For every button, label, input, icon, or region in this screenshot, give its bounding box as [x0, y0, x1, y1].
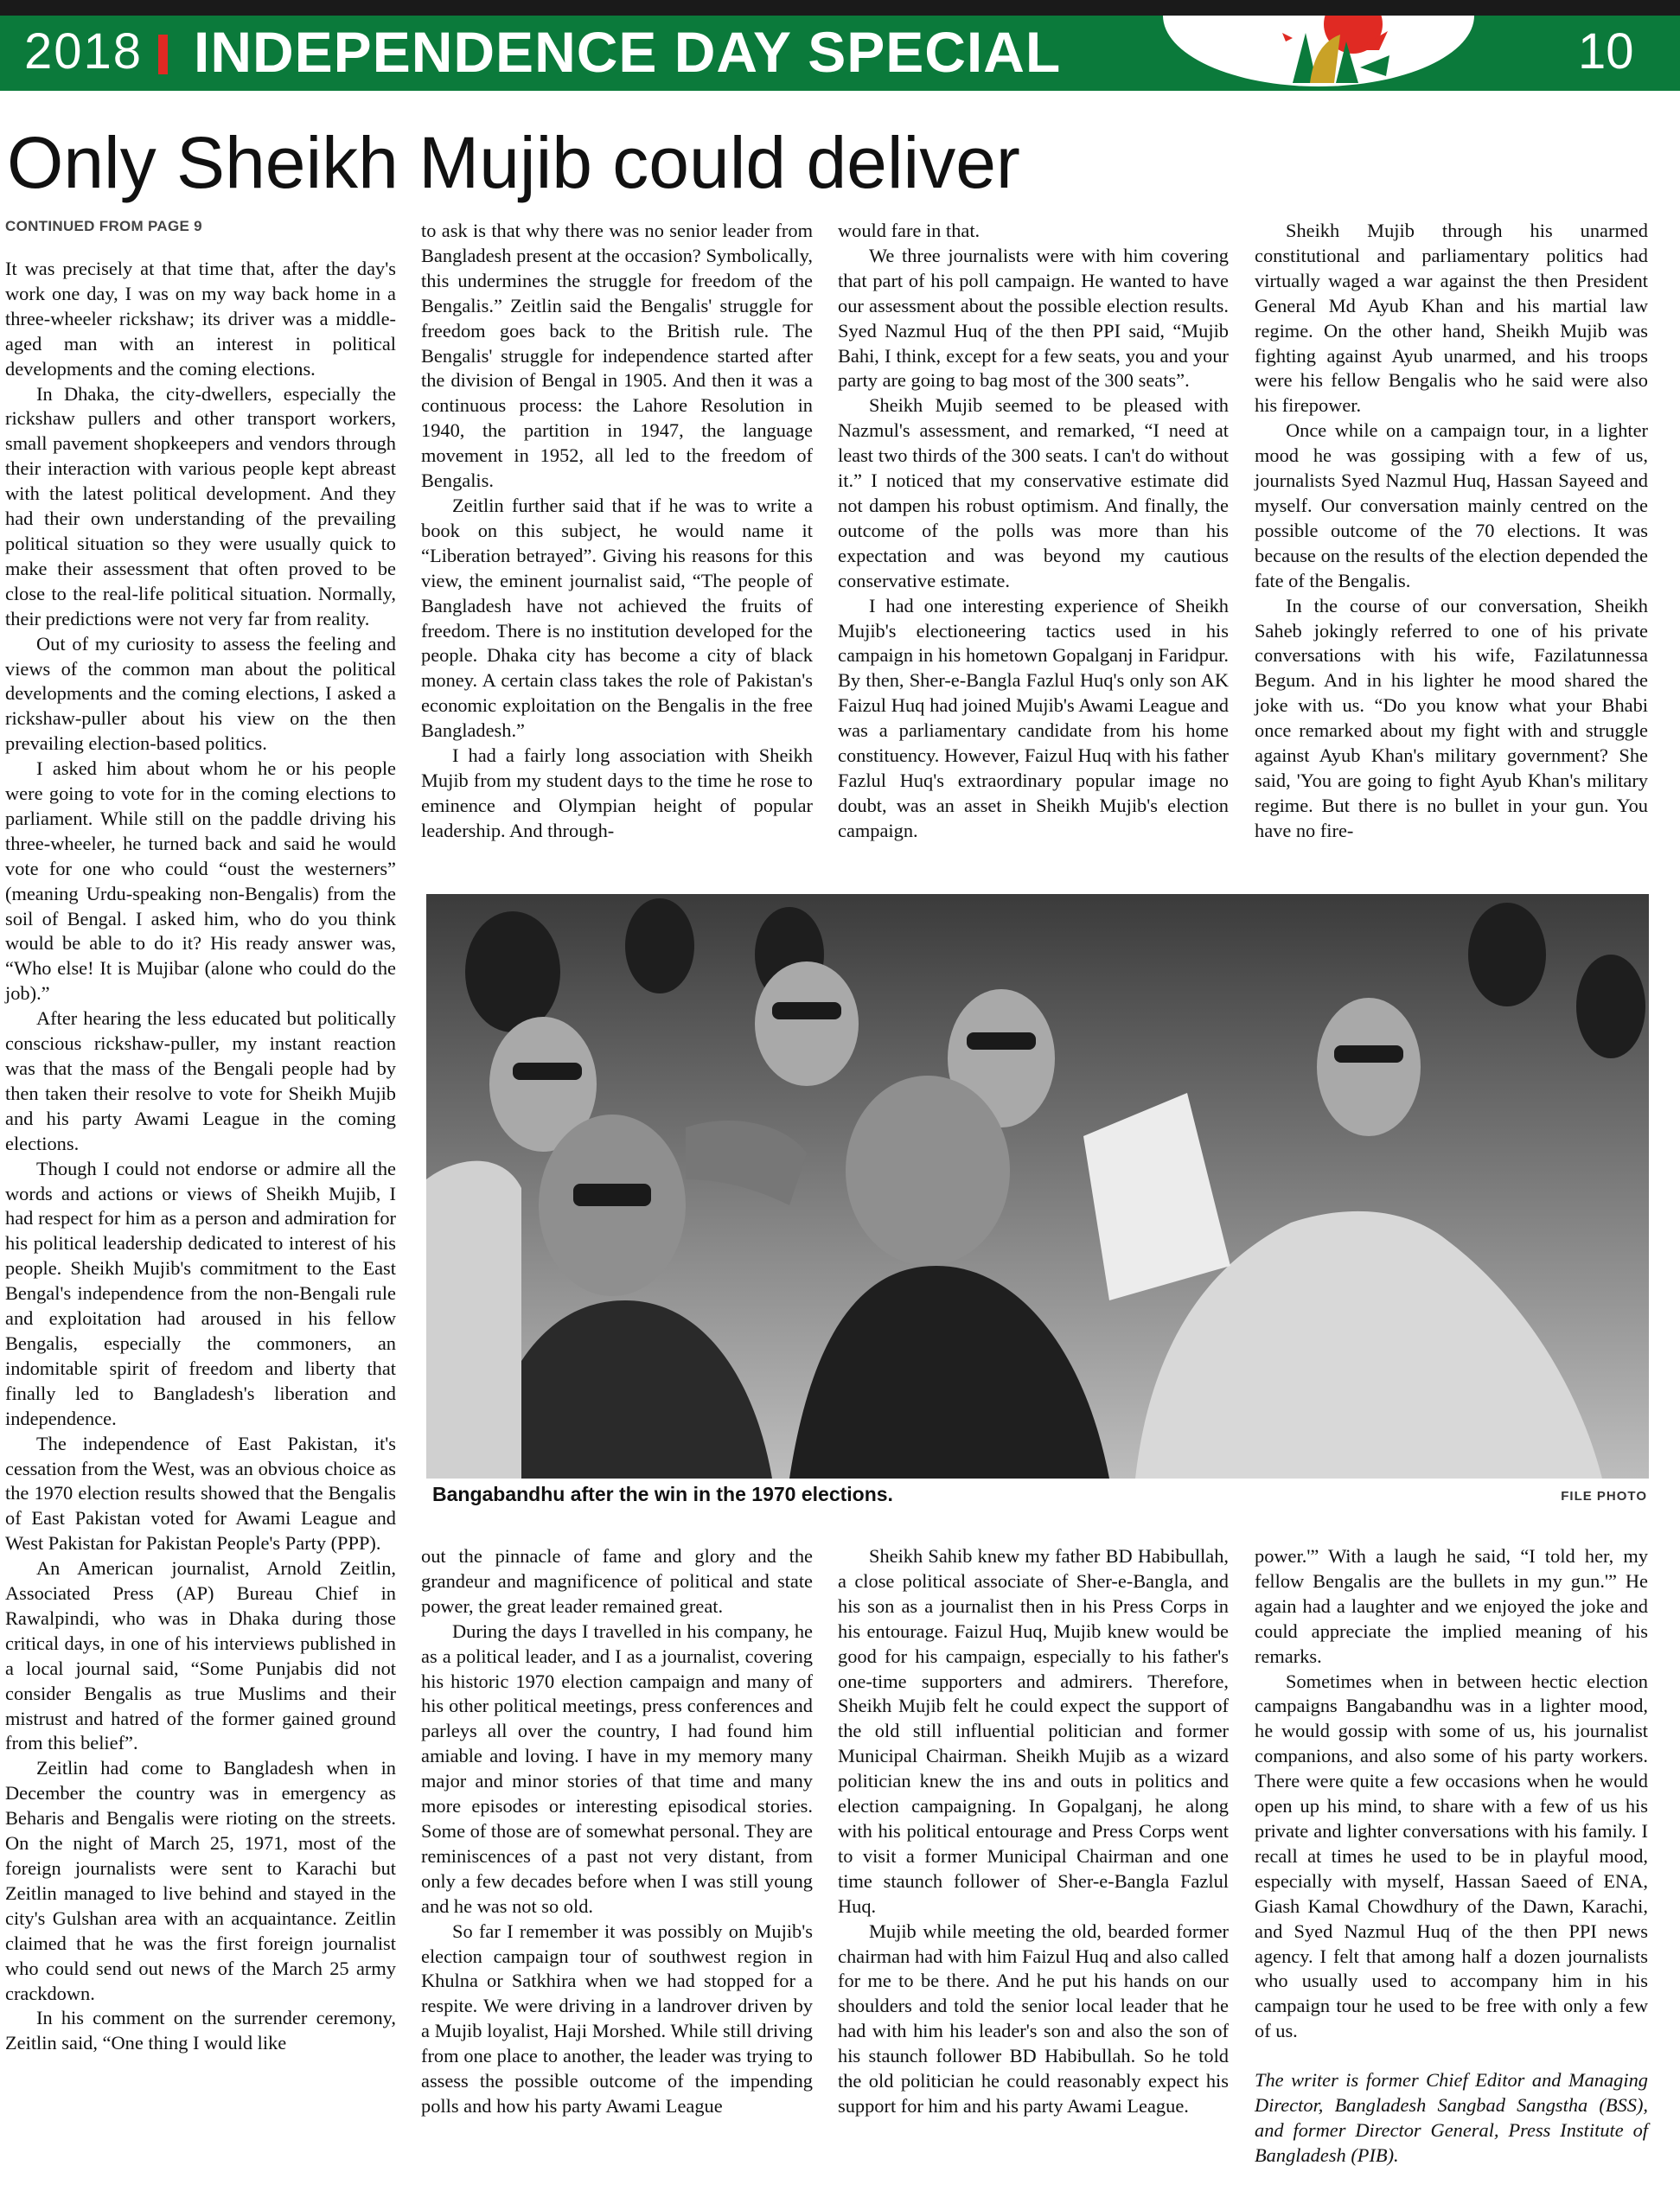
- banner-divider: [158, 35, 168, 74]
- paragraph: would fare in that.: [838, 220, 981, 241]
- banner-top-strip: [0, 0, 1680, 16]
- independence-emblem-icon: [1163, 16, 1474, 86]
- paragraph: I asked him about whom he or his people were going to vote for in the coming elections to parliament. While still on the paddle driving his three-wheeler, he turned back and said he would vote for one who could “oust the westerners” (meaning Urdu-speaking non-Bengalis) from the soil of Bengal. I asked him, who do you think would be able to do it? His ready answer was, “Who else! It is Mujibar (alone who could do the job).”: [5, 757, 396, 1005]
- paragraph: It was precisely at that time that, after the day's work one day, I was on my way back home in a three-wheeler rickshaw; its driver was a middle-aged man with an interest in political developments and the coming elections.: [5, 258, 396, 380]
- paragraph: to ask is that why there was no senior leader from Bangladesh present at the occasion? Symbolically, this undermines the struggle for freedom of the Bengalis.” Zeitlin said the Bengalis' struggle for freedom goes back to the British rule. The Bengalis' struggle for independence started after the division of Bengal in 1905. And then it was a continuous process: the Lahore Resolution in 1940, the partition in 1947, the language movement in 1952, all led to the freedom of Bengalis.: [421, 220, 813, 492]
- paragraph: During the days I travelled in his company, he as a political leader, and I as a journalist, covering his historic 1970 election campaign and many of his other political meetings, press conferences and parleys all over the country, I had found him amiable and loving. I have in my memory many major and minor stories of that time and many more episodes or interesting episodical stories. Some of those are of somewhat personal. They are reminiscences of a past not very distant, from only a few decades before when I was still young and he was not so old.: [421, 1619, 813, 1917]
- page-number: 10: [1578, 23, 1634, 80]
- column-1: [5, 257, 396, 2056]
- column-2-bottom: [421, 1544, 813, 2119]
- news-photo: [426, 894, 1649, 1479]
- paragraph: Zeitlin had come to Bangladesh when in December the country was in emergency as Beharis and Bengalis were rioting on the streets. On the night of March 25, 1971, most of the foreign journalists were sent to Karachi but Zeitlin managed to live behind and stayed in the city's Gulshan area with an acquaintance. Zeitlin claimed that he was the first foreign journalist who could send out news of the March 25 army crackdown.: [5, 1757, 396, 2004]
- paragraph: Sheikh Sahib knew my father BD Habibullah, a close political associate of Sher-e-Bangla, and his son as a journalist then in his Press Corps in his entourage. Faizul Huq, Mujib knew would be good for his campaign, especially to his father's one-time supporters and admirers. Therefore, Sheikh Mujib felt he could expect the support of the old still influential politician and former Municipal Chairman. Sheikh Mujib as a wizard politician knew the ins and outs in politics and election campaigning. In Gopalganj, he along with his political entourage and Press Corps went to visit a former Municipal Chairman and one time staunch follower of Sher-e-Bangla Fazlul Huq.: [838, 1545, 1229, 1917]
- section-banner: [0, 0, 1680, 91]
- paragraph: In Dhaka, the city-dwellers, especially the rickshaw pullers and other transport workers, small pavement shopkeepers and vendors through their interaction with various people kept abreast with the latest political development. And they had their own understanding of the prevailing political situation so they were usually quick to make their assessment that often proved to be close to the real-life political situation. Normally, their predictions were not very far from reality.: [5, 382, 396, 629]
- group-portrait-illustration: [426, 894, 1649, 1479]
- paragraph: In the course of our conversation, Sheikh Saheb jokingly referred to one of his private conversations with his wife, Fazilatunnessa Begum. And in his lighter he mood shared the joke with us. “Do you know what your Bhabi once remarked about my fight with and struggle against Ayub Khan's military government? She said, 'You are going to fight Ayub Khan's military regime. But there is no bullet in your gun. You have no fire-: [1255, 594, 1648, 841]
- paragraph: out the pinnacle of fame and glory and the grandeur and magnificence of political and state power, the great leader remained great.: [421, 1545, 813, 1617]
- paragraph: We three journalists were with him covering that part of his poll campaign. He wanted to have our assessment about the possible election results. Syed Nazmul Huq of the then PPI said, “Mujib Bahi, I think, except for a few seats, you and your party are going to bag most of the 300 seats”.: [838, 244, 1229, 392]
- paragraph: power.'” With a laugh he said, “I told her, my fellow Bengalis are the bullets in my gun.'” He again had a laughter and we enjoyed the joke and could appreciate the implied meaning of his remarks.: [1255, 1545, 1648, 1667]
- writer-note: The writer is former Chief Editor and Managing Director, Bangladesh Sangbad Sangstha (BSS), and former Director General, Press Institute of Bangladesh (PIB).: [1255, 2069, 1648, 2166]
- paragraph: An American journalist, Arnold Zeitlin, Associated Press (AP) Bureau Chief in Rawalpindi, who was in Dhaka during those critical days, in one of his interviews published in a local journal said, “Some Punjabis did not consider Bengalis as true Muslims and their mistrust and hatred of the former gained ground from this belief”.: [5, 1557, 396, 1754]
- paragraph: The independence of East Pakistan, it's cessation from the West, was an obvious choice as the 1970 election results showed that the Bengalis of East Pakistan voted for Awami League and West Pakistan for Pakistan People's Party (PPP).: [5, 1432, 396, 1555]
- column-2-top: [421, 219, 813, 844]
- paragraph: Zeitlin further said that if he was to write a book on this subject, he would name it “Liberation betrayed”. Giving his reasons for this view, the eminent journalist said, “The people of Bangladesh have not achieved the fruits of freedom. There is no institution developed for the people. Dhaka city has become a city of black money. A certain class takes the role of Pakistan's economic exploitation on the Bengalis in the free Bangladesh.”: [421, 494, 813, 742]
- column-3-bottom: [838, 1544, 1229, 2119]
- paragraph: Sometimes when in between hectic election campaigns Bangabandhu was in a lighter mood, he would gossip with some of us, his journalist companions, and also some of his party workers. There were quite a few occasions when he would open up his mind, to share with a few of us his private and lighter conversations with his family. I recall at times he used to be in playful mood, especially with myself, Hassan Saeed of ENA, Giash Kamal Chowdhury of the Dawn, Karachi, and Syed Nazmul Huq of the then PPI news agency. I felt that among half a dozen journalists who usually used to accompany him in his campaign tour he used to be free with only a few of us.: [1255, 1670, 1648, 2042]
- photo-credit: FILE PHOTO: [1561, 1489, 1647, 1504]
- paragraph: In his comment on the surrender ceremony, Zeitlin said, “One thing I would like: [5, 2007, 396, 2054]
- banner-year: 2018: [24, 23, 144, 80]
- headline: Only Sheikh Mujib could deliver: [7, 122, 1020, 203]
- paragraph: Sheikh Mujib seemed to be pleased with Nazmul's assessment, and remarked, “I need at least two thirds of the 300 seats. I can't do without it.” I noticed that my conservative estimate did not dampen his robust optimism. And finally, the outcome of the polls was more than his expectation and was beyond my cautious conservative estimate.: [838, 394, 1229, 591]
- paragraph: Sheikh Mujib through his unarmed constitutional and parliamentary politics had virtually waged a war against the then President General Md Ayub Khan and his martial law regime. On the other hand, Sheikh Mujib was fighting against Ayub unarmed, and his troops were his fellow Bengalis who he said were also his firepower.: [1255, 220, 1648, 417]
- paragraph: I had a fairly long association with Sheikh Mujib from my student days to the time he rose to eminence and Olympian height of popular leadership. And through-: [421, 744, 813, 841]
- continued-from: CONTINUED FROM PAGE 9: [5, 218, 202, 234]
- column-4-top: [1255, 219, 1648, 844]
- emblem-area: [1163, 16, 1474, 86]
- paragraph: Out of my curiosity to assess the feeling and views of the common man about the political developments and the coming elections, I asked a rickshaw-puller about his view on the then prevailing election-based politics.: [5, 632, 396, 755]
- paragraph: I had one interesting experience of Sheikh Mujib's electioneering tactics used in his campaign in his hometown Gopalganj in Faridpur. By then, Sher-e-Bangla Fazlul Huq's only son AK Faizul Huq had joined Mujib's Awami League and was a parliamentary candidate from his home constituency. However, Faizul Huq with his father Fazlul Huq's extraordinary popular image no doubt, was an asset in Sheikh Mujib's election campaign.: [838, 594, 1229, 841]
- paragraph: After hearing the less educated but politically conscious rickshaw-puller, my instant reaction was that the mass of the Bengali people had by then taken their resolve to vote for Sheikh Mujib and his party Awami League in the coming elections.: [5, 1007, 396, 1154]
- paragraph: Once while on a campaign tour, in a lighter mood he was gossiping with a few of us, journalists Syed Nazmul Huq, Hassan Sayeed and myself. Our conversation mainly centred on the possible outcome of the 70 elections. It was because on the results of the election depended the fate of the Bengalis.: [1255, 419, 1648, 591]
- paragraph: Mujib while meeting the old, bearded former chairman had with him Faizul Huq and also called for me to be there. And he put his hands on our shoulders and told the senior local leader that he had with him his leader's son and also the son of his staunch follower BD Habibullah. So he told the old politician he could reasonably expect his support for him and his party Awami League.: [838, 1920, 1229, 2117]
- column-4-bottom: [1255, 1544, 1648, 2169]
- paragraph: Though I could not endorse or admire all the words and actions or views of Sheikh Mujib, I had respect for him as a person and admiration for his political leadership dedicated to interest of his people. Sheikh Mujib's commitment to the East Bengal's independence from the non-Bengali rule and exploitation had aroused in his fellow Bengalis, especially the commoners, an indomitable spirit of freedom and liberty that finally led to Bangladesh's liberation and independence.: [5, 1157, 396, 1429]
- column-3-top: [838, 219, 1229, 844]
- paragraph: So far I remember it was possibly on Mujib's election campaign tour of southwest region in Khulna or Satkhira when we had stopped for a respite. We were driving in a landrover driven by a Mujib loyalist, Haji Morshed. While still driving from one place to another, the leader was trying to assess the possible outcome of the impending polls and how his party Awami League: [421, 1920, 813, 2117]
- section-title: INDEPENDENCE DAY SPECIAL: [194, 20, 1062, 84]
- banner-rule: [0, 86, 1680, 91]
- photo-caption: Bangabandhu after the win in the 1970 elections.: [432, 1483, 893, 1505]
